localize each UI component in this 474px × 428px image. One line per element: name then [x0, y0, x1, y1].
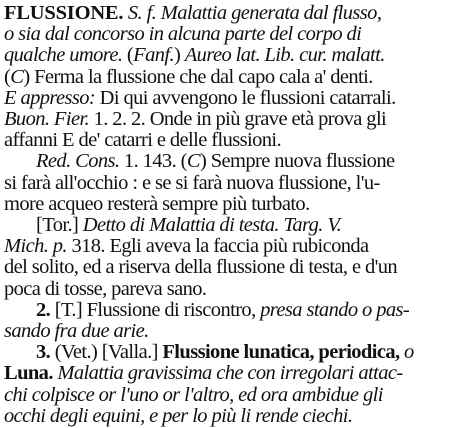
sense-number: 3.	[36, 341, 51, 364]
entry-line-4: (C) Ferma la flussione che dal capo cala a' denti.	[4, 65, 373, 88]
entry-line-20: occhi degli equini, e per lo più li rende ciechi.	[4, 404, 353, 427]
entry-line-15: 2. [T.] Flussione di riscontro, presa stando o pas-	[36, 298, 410, 321]
entry-line-8: Red. Cons. 1. 143. (C) Sempre nuova flussione	[36, 150, 395, 173]
entry-line-6	[4, 108, 470, 130]
citation: Targ. V.	[283, 213, 342, 236]
citation: Buon. Fier.	[4, 107, 90, 130]
entry-line-2: o sia dal concorso in alcuna parte del corpo di	[4, 23, 362, 46]
entry-line-16: sando fra due arie.	[4, 319, 149, 342]
example-quote: 318. Egli aveva la faccia più rubiconda	[66, 235, 369, 258]
sub-headword: Flussione lunatica, periodica,	[162, 341, 400, 364]
headword: FLUSSIONE.	[4, 1, 124, 24]
sense-definition: presa stando o pas-	[260, 298, 410, 321]
entry-line-7: affanni E de' catarri e delle flussioni.	[4, 129, 282, 152]
example-quote: Di qui avvengono le flussioni catarrali.	[95, 86, 396, 109]
entry-line-12	[4, 235, 470, 257]
entry-line-5	[4, 87, 470, 109]
sense-definition: Malattia gravissima che con irregolari attac-	[57, 362, 403, 385]
example-quote: ) Sempre nuova flussione	[199, 150, 395, 173]
entry-line-9: si farà all'occhio : e se si farà nuova flussione, l'u-	[4, 171, 380, 194]
sense-number: 2.	[36, 298, 51, 321]
example-quote: 1. 2. 2. Onde in più grave età prova gli	[89, 107, 387, 130]
citation: Red. Cons.	[36, 150, 120, 173]
part-of-speech: S. f.	[127, 1, 157, 24]
entry-line-17: 3. (Vet.) [Valla.] Flussione lunatica, periodica, o	[36, 341, 414, 364]
citation: E appresso:	[4, 86, 96, 109]
citation: Mich. p.	[4, 235, 67, 258]
example-quote: ) Ferma la flussione che dal capo cala a' denti.	[23, 65, 373, 88]
source-abbrev: C	[10, 65, 24, 88]
sense-definition: Detto di Malattia di testa.	[82, 213, 279, 236]
entry-line-11: [Tor.] Detto di Malattia di testa. Targ. V.	[36, 213, 342, 236]
definition: Malattia generata dal flusso,	[160, 1, 382, 24]
source-abbrev: Fanf.	[133, 44, 174, 67]
entry-line-13: del solito, ed a riserva della flussione di testa, e d'un	[4, 256, 398, 279]
sub-headword: Luna.	[4, 362, 53, 385]
citation: Aureo lat. Lib. cur. malatt.	[184, 44, 385, 67]
source-abbrev: C	[186, 150, 200, 173]
entry-line-10: more acqueo resterà sempre più turbato.	[4, 192, 310, 215]
entry-line-1	[4, 2, 470, 24]
entry-line-3: qualche umore. (Fanf.) Aureo lat. Lib. cur. malatt.	[4, 44, 385, 67]
entry-line-18	[4, 362, 470, 384]
entry-line-14: poca di tosse, pareva sano.	[4, 277, 207, 300]
entry-line-19: chi colpisce or l'uno or l'altro, ed ora ambidue gli	[4, 383, 383, 406]
